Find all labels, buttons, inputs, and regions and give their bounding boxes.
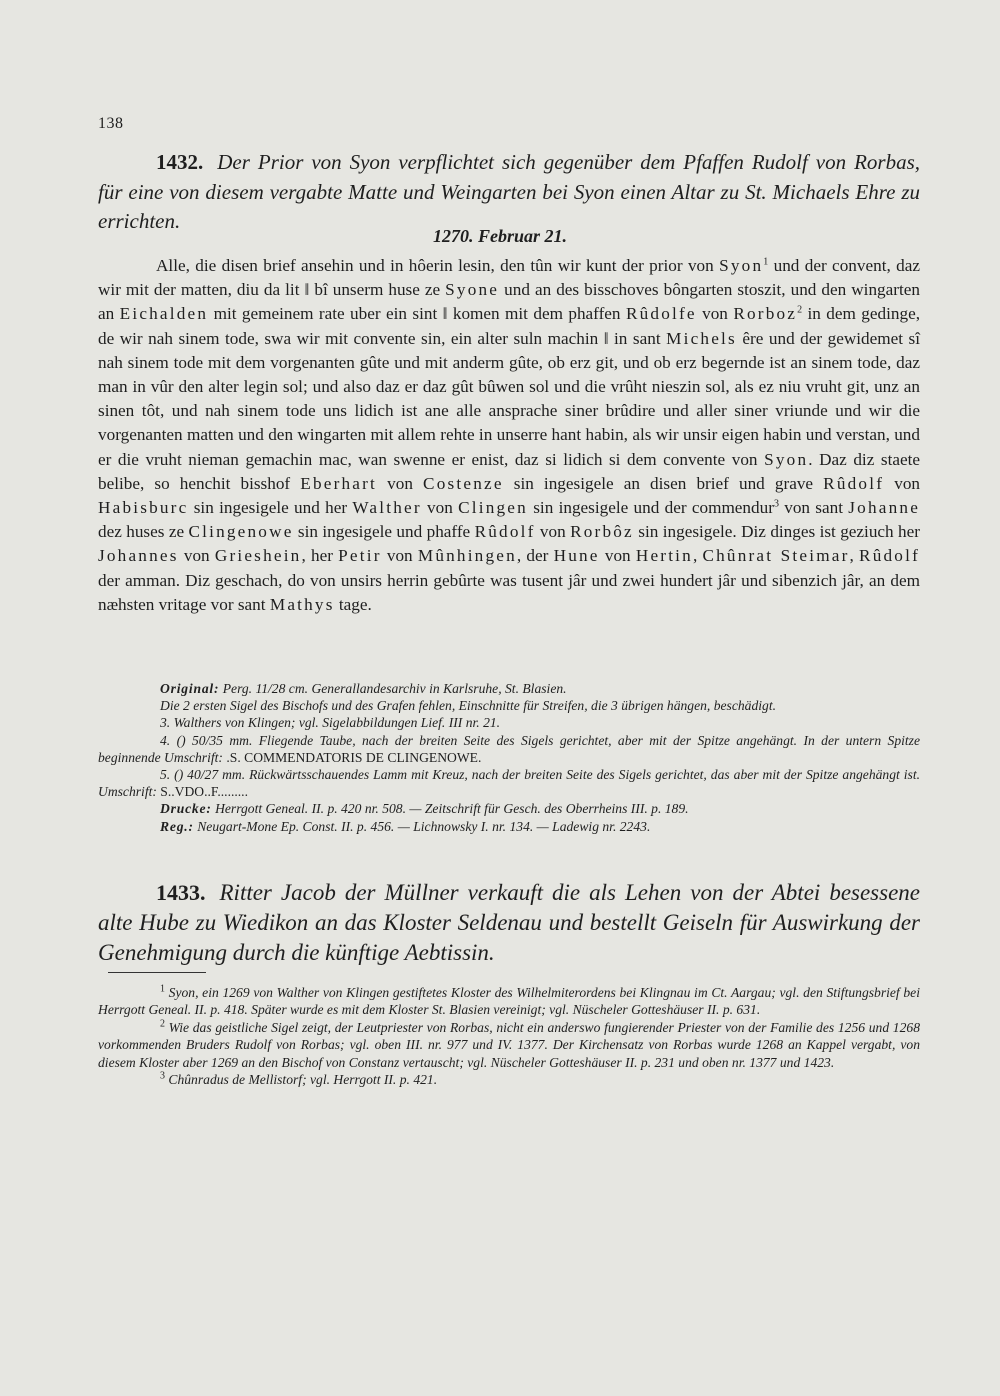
note-drucke: Drucke: Herrgott Geneal. II. p. 420 nr. 508. — Zeitschrift für Gesch. des Oberrheins III. p. 189. bbox=[160, 801, 689, 817]
footnote-divider bbox=[108, 972, 206, 973]
person-name: Rûdolf bbox=[474, 522, 536, 542]
place-name: Syone bbox=[445, 280, 500, 300]
note-seal-5: 5. () 40/27 mm. Rückwärtsschauendes Lamm mit Kreuz, nach der breiten Seite des Sigels gerichtet, das aber mit der Spitze angehängt ist. Umschrift: S..VDO..F......... bbox=[98, 767, 920, 800]
place-name: Clingen bbox=[458, 498, 528, 518]
place-name: Rorbôz bbox=[570, 522, 634, 542]
place-name: Rorboz bbox=[733, 304, 798, 324]
person-name: Petir bbox=[338, 546, 382, 566]
charter-text: Alle, die disen brief ansehin und in hôerin lesin, den tûn wir kunt der prior von Syon$^1$ und der convent, daz wir mit der matten, diu da lit ‖ bî unserm huse ze Syone und an des bisschoves bôngarten stoszit, und den wingarten an Eichalden mit gemeinem rate uber ein sint ‖ komen mit dem phaffen Rûdolfe von Rorboz$^2$ in dem gedinge, de wir nah sinem tode, swa wir mit convente sin, ein alter suln machin ‖ in sant Michels êre und der gewidemet sî nah sinem tode mit dem vorgenanten gûte und mit anderm gûte, ob erz git, und ob erz begernde ist an sinem tode, daz man in vûr den alter legin sol; und also daz er daz gût bûwen sol und die vrûht nieszin sol, als ez niu vruht git, unz an sinen tôt, und nah sinem tode uns lidich ist ane alle ansprache siner brûdire und aller siner vriunde und wir die vorgenanten matten und den wingarten mit allem rehte in unserre hant habin, als wir unsir eigen habin und verstan, und er die vruht nieman gemachin mac, wan swenne er enist, daz si lidich si dem convente von Syon. Daz diz staete belibe, so henchit bisshof Eberhart von Costenze sin ingesigele an disen brief und grave Rûdolf von Habisburc sin ingesigele und her Walther von Clingen sin ingesigele und der commendur$^3$ von sant Johanne dez huses ze Clingenowe sin ingesigele und phaffe Rûdolf von Rorbôz sin ingesigele. Diz dinges ist geziuch her Johannes von Grieshein, her Petir von Mûnhingen, der Hune von Hertin, Chûnrat Steimar, Rûdolf der amman. Diz geschach, do von unsirs herrin gebûrte was tusent jâr und zwei hundert jâr und sibenzich jâr, an dem næhsten vritage vor sant Mathys tage. bbox=[98, 256, 921, 614]
note-seal-4: 4. () 50/35 mm. Fliegende Taube, nach der breiten Seite des Sigels gerichtet, aber mit der Spitze angehängt. In der untern Spitze beginnende Umschrift: .S. COMMENDATORIS DE CLINGENOWE. bbox=[98, 732, 920, 765]
place-name: Syon bbox=[764, 449, 809, 469]
document-date: 1270. Februar 21. bbox=[432, 226, 567, 246]
document-heading-1433 bbox=[98, 878, 920, 968]
document-summary: Der Prior von Syon verpflichtet sich gegenüber dem Pfaffen Rudolf von Rorbas, für eine von diesem vergabte Matte und Weingarten bei Syon einen Altar zu St. Michaels Ehre zu errichten. bbox=[98, 150, 920, 233]
footnote-ref: 3 bbox=[773, 498, 779, 510]
footnote: $^1$ Syon, ein 1269 von Walther von Klingen gestiftetes Kloster des Wilhelmiterordens bei Klingnau im Ct. Aargau; vgl. den Stiftungsbrief bei Herrgott Geneal. II. p. 418. Später wurde es mit dem Kloster St. Blasien vereinigt; vgl. Nüscheler Gotteshäuser II. p. 631. bbox=[98, 983, 920, 1018]
document-number: 1433. bbox=[156, 880, 206, 905]
note-seals: Die 2 ersten Sigel des Bischofs und des Grafen fehlen, Einschnitte für Streifen, die 3 übrigen hängen, beschädigt. bbox=[160, 698, 777, 714]
note-seal-3: 3. Walthers von Klingen; vgl. Sigelabbildungen Lief. III nr. 21. bbox=[160, 715, 501, 731]
footnotes bbox=[98, 984, 920, 1088]
person-name: Mathys bbox=[269, 594, 335, 614]
place-name: Grieshein bbox=[214, 546, 302, 566]
place-name: Clingenowe bbox=[188, 522, 294, 542]
footnote-ref: 1 bbox=[763, 256, 769, 268]
place-name: Costenze bbox=[423, 473, 504, 493]
document-heading-1432 bbox=[98, 148, 920, 237]
person-name: Chûnrat Steimar bbox=[702, 546, 850, 566]
document-summary: Ritter Jacob der Müllner verkauft die als Lehen von der Abtei besessene alte Hube zu Wiedikon an das Kloster Seldenau und bestellt Geiseln für Auswirkung der Genehmigung durch die künftige Aebtissin. bbox=[98, 880, 920, 965]
place-name: Syon bbox=[719, 256, 764, 275]
note-original: Original: Perg. 11/28 cm. Generallandesarchiv in Karlsruhe, St. Blasien. bbox=[160, 681, 567, 696]
person-name: Eberhart bbox=[300, 473, 378, 493]
person-name: Johanne bbox=[848, 498, 921, 518]
place-name: Eichalden bbox=[119, 304, 209, 324]
person-name: Rûdolf bbox=[859, 546, 920, 566]
source-notes bbox=[98, 680, 920, 835]
footnote-ref: 2 bbox=[797, 304, 803, 316]
person-name: Rûdolfe bbox=[625, 304, 697, 324]
footnote: $^2$ Wie das geistliche Sigel zeigt, der Leutpriester von Rorbas, nicht ein anderswo fungierender Priester von der Familie des 1256 und 1268 vorkommenden Bruders Rudolf von Rorbas; vgl. oben III. nr. 977 und IV. 1377. Der Kirchensatz von Rorbas wurde 1268 an Kappel vergabt, von diesem Kloster aber 1269 an den Bischof von Constanz vertauscht; vgl. Nüscheler Gotteshäuser II. p. 231 und oben nr. 1377 und 1423. bbox=[98, 1018, 920, 1070]
person-name: Michels bbox=[666, 328, 737, 348]
person-name: Walther bbox=[352, 498, 422, 518]
page-number: 138 bbox=[98, 115, 124, 132]
person-name: Rûdolf bbox=[823, 473, 885, 493]
place-name: Habisburc bbox=[98, 498, 189, 518]
person-name: Hune bbox=[553, 546, 600, 566]
note-regesten: Reg.: Neugart-Mone Ep. Const. II. p. 456. — Lichnowsky I. nr. 134. — Ladewig nr. 2243. bbox=[160, 818, 651, 834]
footnote: $^3$ Chûnradus de Mellistorf; vgl. Herrgott II. p. 421. bbox=[160, 1070, 438, 1088]
place-name: Hertin bbox=[635, 546, 693, 566]
document-number: 1432. bbox=[156, 150, 204, 174]
place-name: Mûnhingen bbox=[417, 546, 517, 566]
person-name: Johannes bbox=[98, 546, 179, 566]
